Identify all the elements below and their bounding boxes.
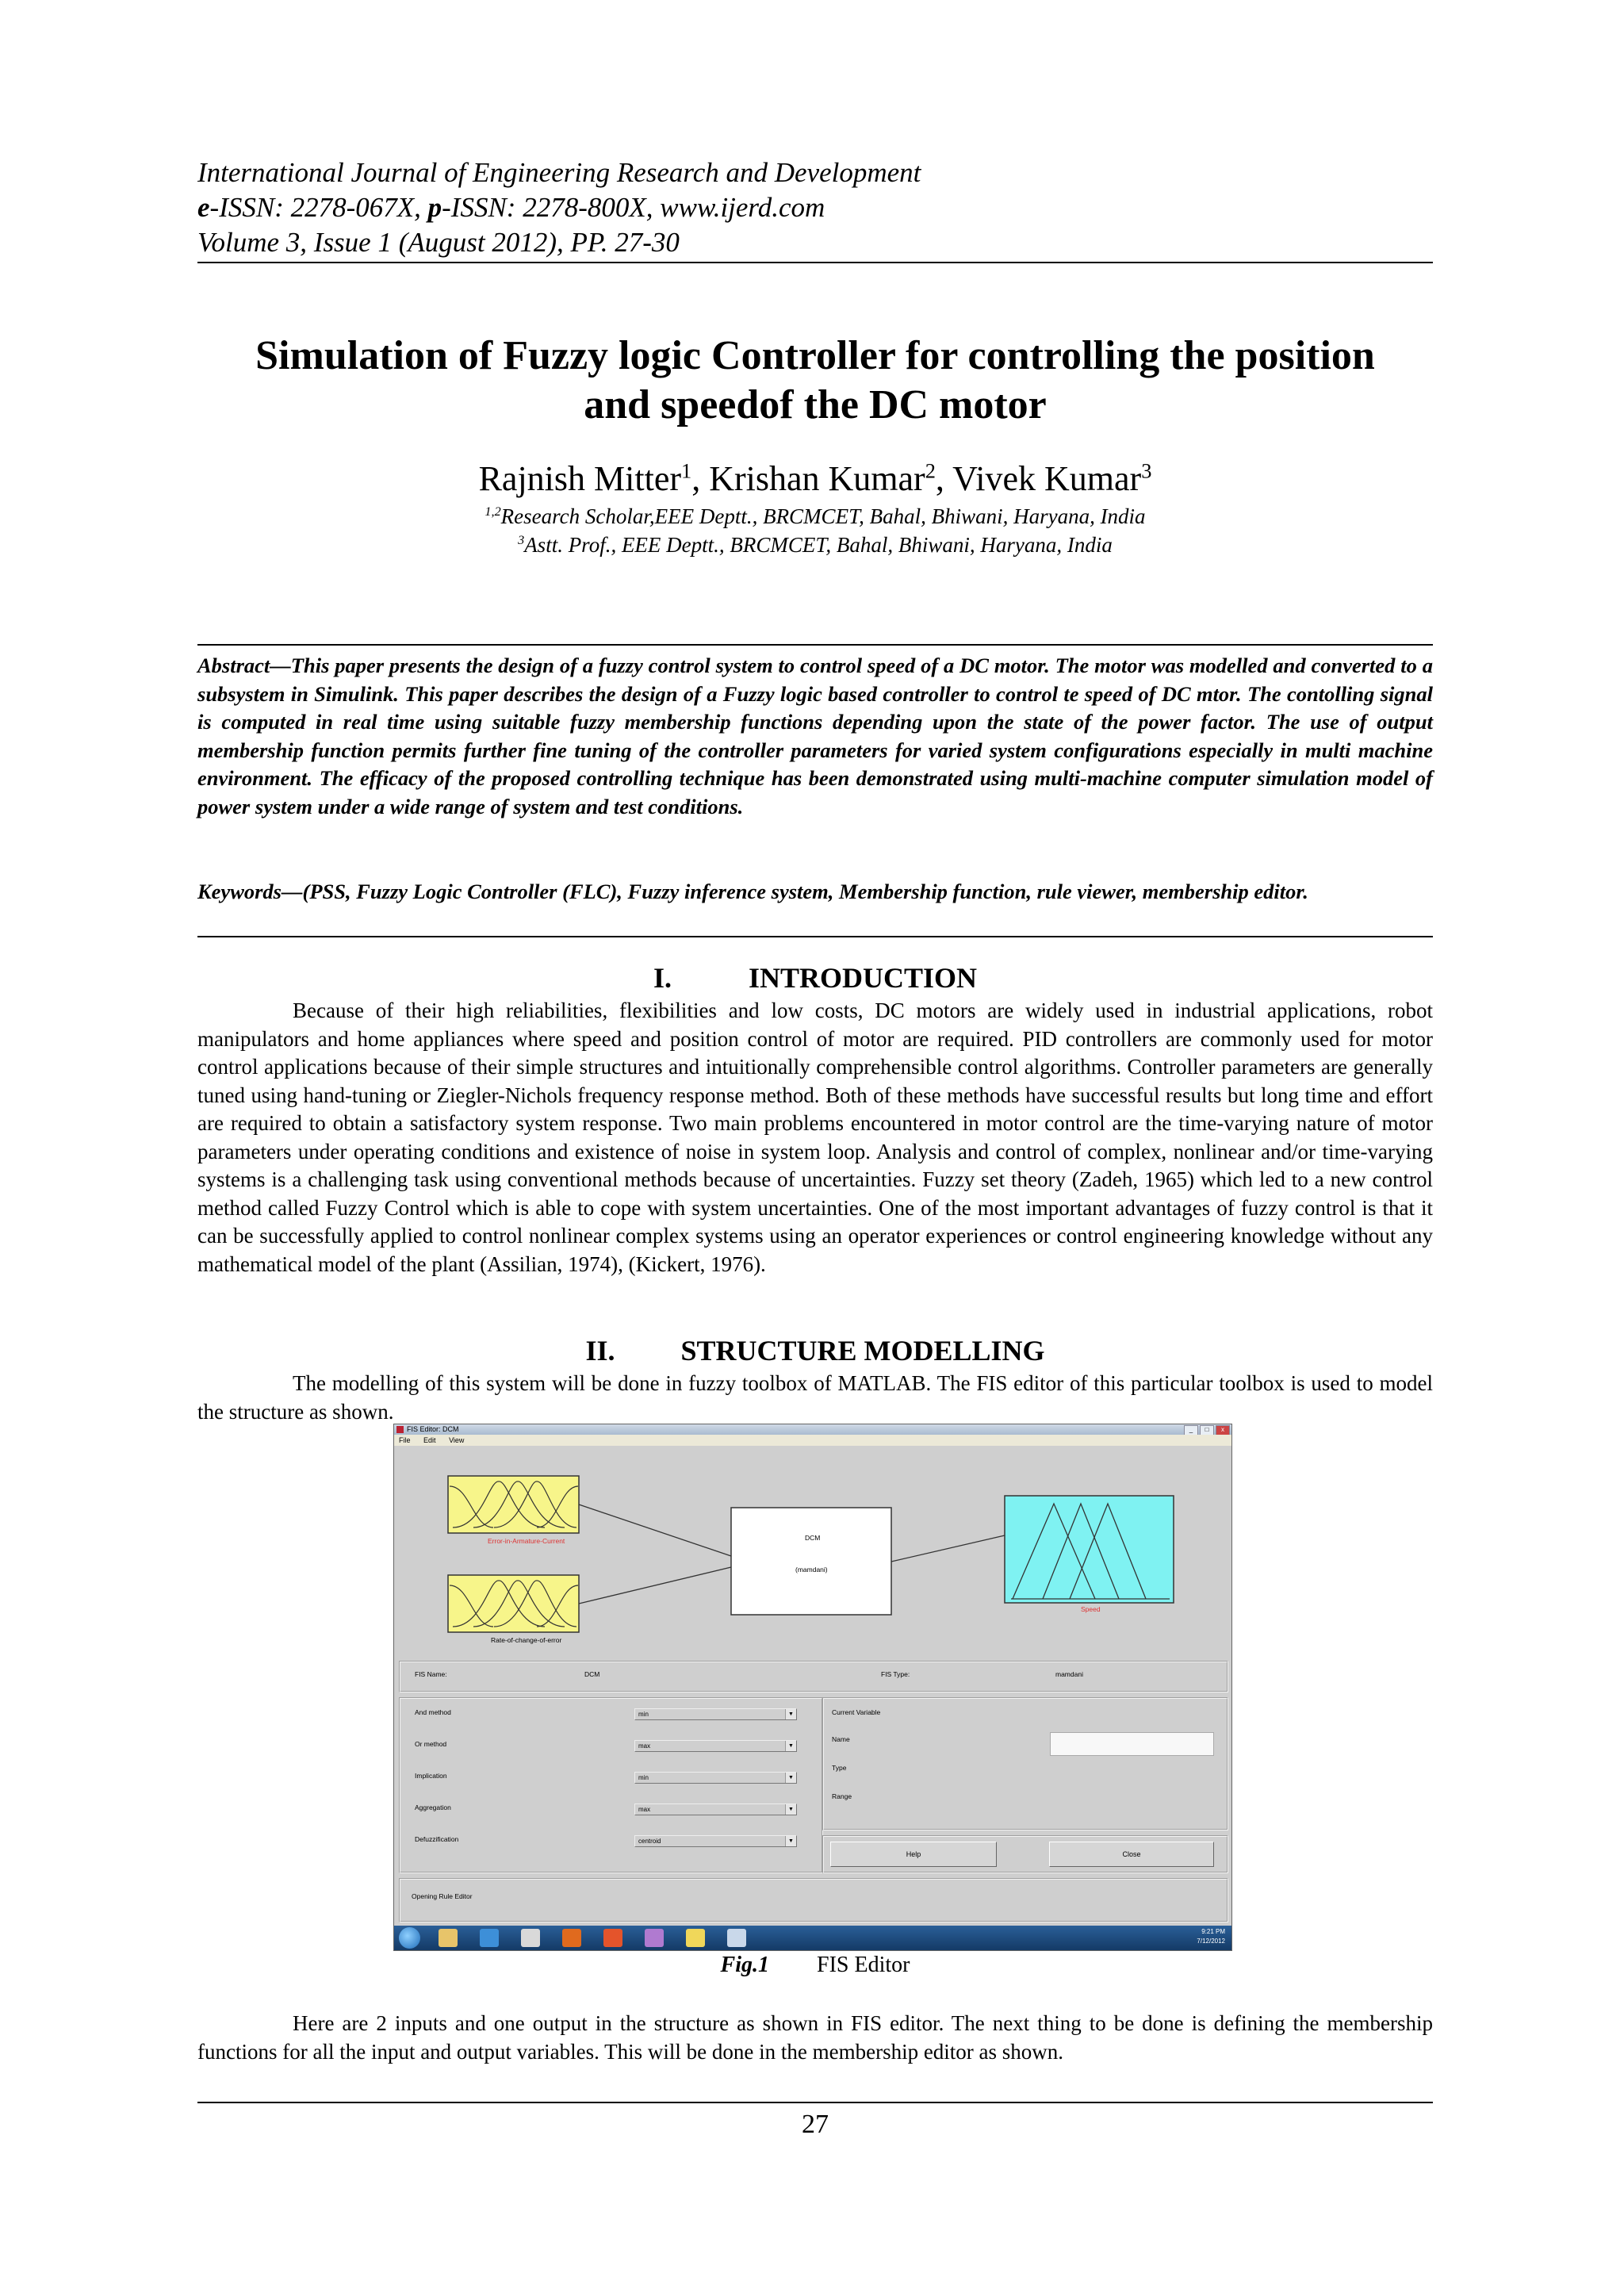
- close-icon[interactable]: x: [1216, 1425, 1230, 1435]
- figure-caption: Fig.1 FIS Editor: [720, 1953, 910, 1977]
- page-number: 27: [802, 2110, 829, 2139]
- windows-taskbar: [394, 1926, 1231, 1950]
- author: Vivek Kumar: [952, 459, 1142, 498]
- menu-file[interactable]: File: [399, 1436, 411, 1444]
- maximize-icon[interactable]: □: [1200, 1425, 1214, 1435]
- status-panel: [399, 1878, 1228, 1922]
- media-icon[interactable]: [521, 1929, 540, 1947]
- and-method-select[interactable]: min ▼: [634, 1708, 797, 1720]
- fis-titlebar: FIS Editor: DCM _ □ x: [394, 1424, 1231, 1435]
- abstract-rule-top: [197, 644, 1433, 646]
- variable-name-field[interactable]: [1050, 1732, 1214, 1756]
- abstract-rule-bottom: [197, 936, 1433, 937]
- header-rule: [197, 262, 1433, 263]
- chevron-down-icon: ▼: [785, 1741, 796, 1751]
- document-icon[interactable]: [727, 1929, 746, 1947]
- footer-rule: [197, 2102, 1433, 2103]
- fis-system-box: [731, 1508, 891, 1615]
- matlab-taskbar-icon[interactable]: [562, 1929, 581, 1947]
- chevron-down-icon: ▼: [785, 1709, 796, 1719]
- affiliation-1: $^{1,2}$Research Scholar,EEE Deptt., BRCMCET, Bahal, Bhiwani, Haryana, India: [485, 504, 1146, 528]
- author: Rajnish Mitter: [478, 459, 682, 498]
- journal-issn: e-ISSN: 2278-067X, p-ISSN: 2278-800X, www.ijerd.com: [197, 192, 825, 223]
- start-button[interactable]: [399, 1927, 420, 1949]
- keywords: Keywords—(PSS, Fuzzy Logic Controller (FLC), Fuzzy inference system, Membership function, rule viewer, membership editor.: [197, 880, 1308, 903]
- output-label[interactable]: Speed: [1081, 1605, 1101, 1613]
- system-name: DCM: [805, 1534, 821, 1542]
- ie-icon[interactable]: [480, 1929, 499, 1947]
- input-1-label[interactable]: Error-in-Armature-Current: [488, 1537, 565, 1545]
- methods-panel: And method min ▼ Or method max ▼ Implication min ▼ Aggregation max ▼ Defuzzification centroid ▼: [399, 1697, 823, 1873]
- affiliation-2: $^3$Astt. Prof., EEE Deptt., BRCMCET, Bahal, Bhiwani, Haryana, India: [518, 533, 1113, 557]
- section-heading-2: II. STRUCTURE MODELLING: [585, 1335, 1045, 1366]
- chevron-down-icon: ▼: [785, 1836, 796, 1846]
- system-type: (mamdani): [795, 1566, 828, 1573]
- authors: Rajnish Mitter$^1$, Krishan Kumar$^2$, Vivek Kumar$^3$: [478, 458, 1152, 498]
- status-text: Opening Rule Editor: [412, 1892, 473, 1900]
- journal-name: International Journal of Engineering Research and Development: [197, 157, 921, 188]
- system-clock: 9:21 PM 7/12/2012: [1197, 1928, 1225, 1945]
- fis-name-value: DCM: [584, 1670, 600, 1678]
- fis-info-panel: FIS Name: DCM FIS Type: mamdani: [399, 1661, 1228, 1692]
- explorer-icon[interactable]: [439, 1929, 458, 1947]
- aggregation-select[interactable]: max ▼: [634, 1803, 797, 1815]
- or-method-select[interactable]: max ▼: [634, 1740, 797, 1752]
- current-variable-panel: Current Variable Name Type Range: [822, 1697, 1228, 1830]
- minimize-icon[interactable]: _: [1184, 1425, 1198, 1435]
- help-button[interactable]: Help: [830, 1842, 997, 1867]
- section-2-text: The modelling of this system will be done in fuzzy toolbox of MATLAB. The FIS editor of this particular toolbox is used to model the structure as shown.: [197, 1371, 1433, 1424]
- paper-title: Simulation of Fuzzy logic Controller for controlling the position and speedof the DC motor: [255, 333, 1375, 427]
- chevron-down-icon: ▼: [785, 1773, 796, 1783]
- section-heading-1: I. INTRODUCTION: [653, 962, 978, 994]
- author: Krishan Kumar: [709, 459, 925, 498]
- menu-view[interactable]: View: [449, 1436, 465, 1444]
- abstract: Abstract—This paper presents the design of a fuzzy control system to control speed of a DC motor. The motor was modelled and converted to a subsystem in Simulink. This paper describes the design of a Fuzzy logic based controller to control te speed of DC mtor. The contolling signal is computed in real time using suitable fuzzy membership functions depending upon the state of the power factor. The use of output membership function permits further fine tuning of the controller parameters for varied system configurations especially in multi machine environment. The efficacy of the proposed controlling technique has been demonstrated using multi-machine computer simulation model of power system under a wide range of system and test conditions.: [197, 654, 1433, 818]
- section-1-text: Because of their high reliabilities, flexibilities and low costs, DC motors are widely used in industrial applications, robot manipulators and home appliances where speed and position control of motor are required. PID controllers are commonly used for motor control applications because of their simple structures and intuitionally comprehensible control algorithms. Controller parameters are generally tuned using hand-tuning or Ziegler-Nichols frequency response method. Both of these methods have successful results but long time and effort are required to obtain a satisfactory system response. Two main problems encountered in motor control are the time-varying nature of motor parameters under operating conditions and existence of noise in system loop. Analysis and control of complex, nonlinear and/or time-varying systems is a challenging task using conventional methods because of uncertainties. Fuzzy set theory (Zadeh, 1965) which led to a new control method called Fuzzy Control which is able to cope with system uncertainties. One of the most important advantages of fuzzy control is that it can be successfully applied to control nonlinear complex systems using an operator experiences or control engineering knowledge without any mathematical model of the plant (Assilian, 1974), (Kickert, 1976).: [197, 999, 1433, 1276]
- app-icon[interactable]: [645, 1929, 664, 1947]
- fis-type-value: mamdani: [1055, 1670, 1083, 1678]
- fis-editor-figure: [393, 1424, 1232, 1951]
- journal-header: [197, 155, 921, 260]
- after-figure-text: Here are 2 inputs and one output in the structure as shown in FIS editor. The next thing to be done is defining the membership functions for all the input and output variables. This will be done in the membership editor as shown.: [197, 2011, 1433, 2064]
- close-button[interactable]: Close: [1049, 1842, 1214, 1867]
- journal-volume: Volume 3, Issue 1 (August 2012), PP. 27-30: [197, 227, 680, 258]
- defuzzification-select[interactable]: centroid ▼: [634, 1835, 797, 1847]
- firefox-icon[interactable]: [603, 1929, 622, 1947]
- implication-select[interactable]: min ▼: [634, 1772, 797, 1784]
- paint-icon[interactable]: [686, 1929, 705, 1947]
- buttons-panel: [822, 1835, 1228, 1873]
- chevron-down-icon: ▼: [785, 1804, 796, 1815]
- menu-edit[interactable]: Edit: [423, 1436, 436, 1444]
- input-2-label[interactable]: Rate-of-change-of-error: [491, 1636, 562, 1644]
